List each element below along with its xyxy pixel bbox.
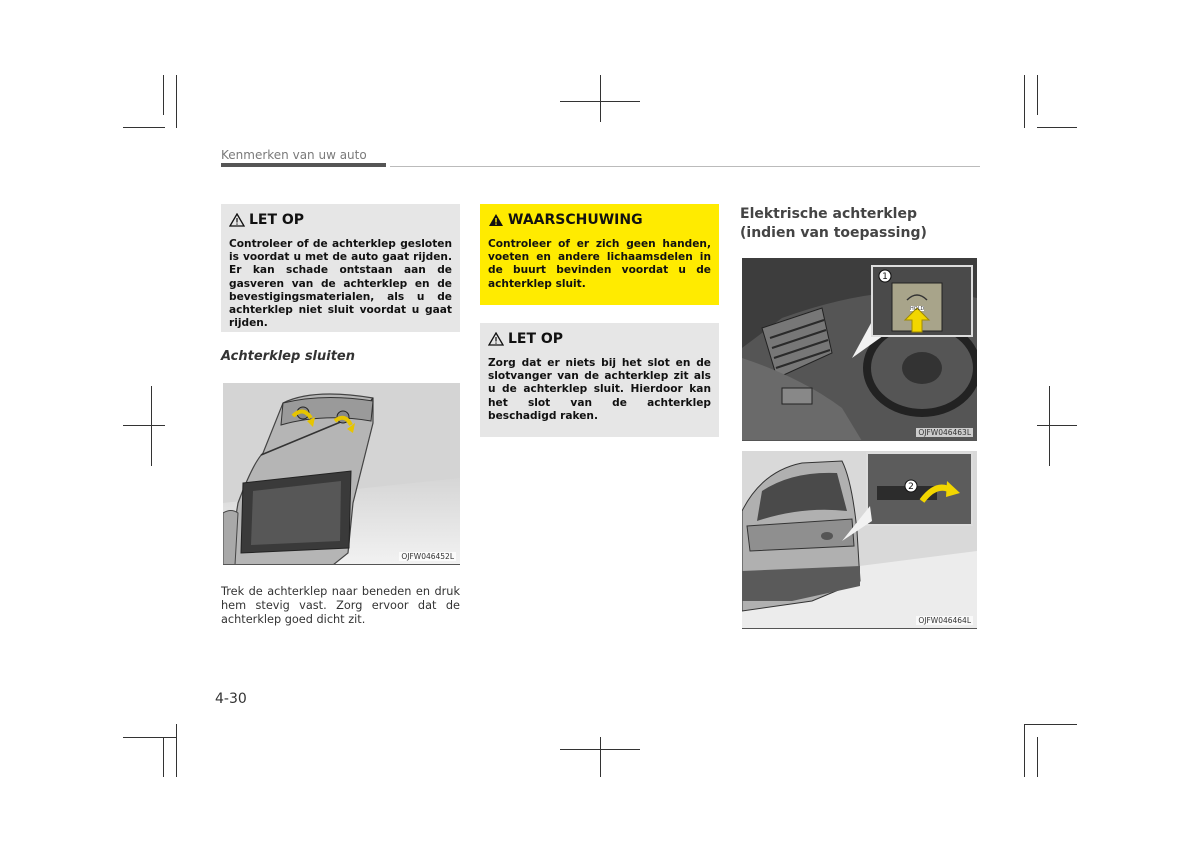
crop-mark: [1037, 737, 1038, 777]
crop-mark: [1024, 724, 1025, 777]
dashboard-tailgate-button-illustration: [742, 258, 977, 441]
crop-mark: [600, 75, 601, 122]
warning-title: [488, 212, 711, 228]
caution-box-latch: [480, 323, 719, 437]
page-number: 4-30: [215, 691, 247, 707]
callout-number-1: [878, 269, 892, 283]
section-heading-closing: Achterklep sluiten: [221, 349, 356, 364]
crop-mark: [1024, 75, 1025, 128]
section-heading-power-tailgate: Elektrische achterklep (indien van toepassing): [740, 206, 927, 241]
crop-mark: [123, 127, 165, 128]
warning-triangle-filled-icon: [488, 213, 504, 227]
tailgate-drawing: [223, 383, 460, 565]
caution-title-text: LET OP: [249, 212, 305, 228]
warning-box-body-parts: [480, 204, 719, 305]
svg-text:1: 1: [882, 272, 888, 282]
crop-mark: [1037, 425, 1077, 426]
figure-code: OJFW046463L: [918, 428, 971, 437]
crop-mark: [176, 724, 177, 777]
hold-button-label: HOLD: [910, 306, 925, 312]
crop-mark: [151, 386, 152, 466]
crop-mark: [560, 101, 640, 102]
figure-code: OJFW046464L: [918, 616, 971, 625]
header-rule-dark: [221, 163, 386, 167]
crop-mark: [163, 75, 164, 115]
caution-body: Controleer of de achterklep gesloten is voordat u met de auto gaat rijden. Er kan schade ontstaan aan de gasveren van de achterklep en de bevestigingsmaterialen, als u de achterklep niet sluit voordat u gaat rijden.: [229, 238, 452, 330]
crop-mark: [1024, 724, 1077, 725]
caution-title-text: LET OP: [508, 331, 564, 347]
crop-mark: [600, 737, 601, 777]
figure-code: OJFW046452L: [401, 552, 454, 561]
callout-number-2: [904, 479, 918, 493]
caution-title: [488, 331, 711, 347]
crop-mark: [176, 75, 177, 128]
crop-mark: [1049, 386, 1050, 466]
caution-box-tailgate-closed: [221, 204, 460, 332]
rear-handle-illustration: [742, 451, 977, 629]
rear-handle-drawing: [742, 451, 977, 629]
svg-text:2: 2: [908, 482, 914, 492]
crop-mark: [1037, 127, 1077, 128]
caution-title: [229, 212, 452, 228]
running-header: Kenmerken van uw auto: [221, 148, 367, 162]
header-rule-light: [390, 166, 980, 167]
crop-mark: [163, 737, 164, 777]
warning-body: Controleer of er zich geen handen, voeten en andere lichaamsdelen in de buurt bevinden voordat u de achterklep sluit.: [488, 238, 711, 290]
warning-title-text: WAARSCHUWING: [508, 212, 643, 228]
closing-instructions: Trek de achterklep naar beneden en druk hem stevig vast. Zorg ervoor dat de achterklep goed dicht zit.: [221, 585, 460, 626]
crop-mark: [123, 425, 165, 426]
crop-mark: [560, 749, 640, 750]
crop-mark: [123, 737, 176, 738]
tailgate-closing-illustration: [223, 383, 460, 565]
dashboard-drawing: [742, 258, 977, 441]
warning-triangle-outline-icon: [488, 332, 504, 346]
caution-body: Zorg dat er niets bij het slot en de slotvanger van de achterklep zit als u de achterklep sluit. Hierdoor kan het slot van de achterklep beschadigd raken.: [488, 357, 711, 422]
crop-mark: [1037, 75, 1038, 115]
warning-triangle-outline-icon: [229, 213, 245, 227]
